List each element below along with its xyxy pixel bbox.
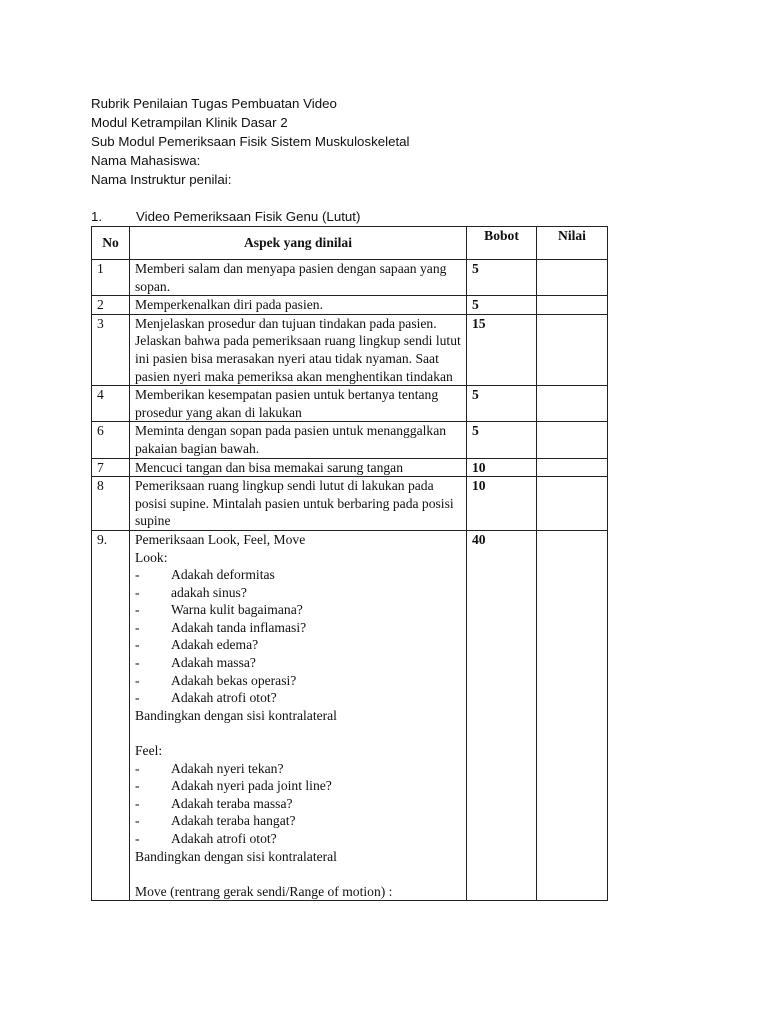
row-number: 6 xyxy=(92,422,130,458)
row-nilai xyxy=(537,260,608,296)
row-bobot: 5 xyxy=(467,422,537,458)
row-bobot: 10 xyxy=(467,458,537,477)
student-name-label: Nama Mahasiswa: xyxy=(91,153,201,168)
row-aspek: Memperkenalkan diri pada pasien. xyxy=(130,296,467,315)
row-aspek: Memberikan kesempatan pasien untuk bertanya tentang prosedur yang akan di lakukan xyxy=(130,386,467,422)
rubric-table xyxy=(91,226,608,901)
feel-item: - Adakah teraba hangat? xyxy=(135,813,296,829)
look-label: Look: xyxy=(135,549,168,565)
row-nilai xyxy=(537,386,608,422)
look-item: - adakah sinus? xyxy=(135,584,247,600)
table-header-row xyxy=(92,227,608,260)
section-number: 1. xyxy=(91,209,103,224)
row-aspek: Memberi salam dan menyapa pasien dengan sapaan yang sopan. xyxy=(130,260,467,296)
section-heading xyxy=(91,207,360,226)
header-aspek: Aspek yang dinilai xyxy=(130,227,467,260)
move-label: Move (rentrang gerak sendi/Range of motion) : xyxy=(135,883,393,899)
row-nilai xyxy=(537,530,608,900)
submodule-name: Sub Modul Pemeriksaan Fisik Sistem Muskuloskeletal xyxy=(91,134,410,149)
look-item: - Adakah edema? xyxy=(135,637,259,653)
header-bobot: Bobot xyxy=(467,227,537,260)
row-aspek-detail xyxy=(130,530,467,900)
row-bobot: 5 xyxy=(467,260,537,296)
section-title: Video Pemeriksaan Fisik Genu (Lutut) xyxy=(136,209,361,224)
table-row xyxy=(92,296,608,315)
row-nilai xyxy=(537,458,608,477)
table-row-look-feel-move xyxy=(92,530,608,900)
table-row xyxy=(92,260,608,296)
row-nilai xyxy=(537,296,608,315)
look-item: - Adakah atrofi otot? xyxy=(135,690,277,706)
row-number: 1 xyxy=(92,260,130,296)
document-header xyxy=(91,94,410,189)
lfm-intro: Pemeriksaan Look, Feel, Move xyxy=(135,531,306,547)
look-item: - Adakah massa? xyxy=(135,655,256,671)
row-bobot: 5 xyxy=(467,386,537,422)
feel-item: - Adakah nyeri pada joint line? xyxy=(135,778,332,794)
row-bobot: 10 xyxy=(467,477,537,531)
row-number: 4 xyxy=(92,386,130,422)
feel-item: - Adakah nyeri tekan? xyxy=(135,760,284,776)
row-aspek: Menjelaskan prosedur dan tujuan tindakan pada pasien. Jelaskan bahwa pada pemeriksaan ruang lingkup sendi lutut ini pasien bisa merasakan nyeri atau tidak nyaman. Saat pasien nyeri maka pemeriksa akan menghentikan tindakan xyxy=(130,314,467,385)
table-row xyxy=(92,386,608,422)
row-nilai xyxy=(537,314,608,385)
table-row xyxy=(92,458,608,477)
table-row xyxy=(92,477,608,531)
feel-item: - Adakah teraba massa? xyxy=(135,795,293,811)
look-item: - Adakah bekas operasi? xyxy=(135,672,297,688)
feel-compare: Bandingkan dengan sisi kontralateral xyxy=(135,848,337,864)
table-row xyxy=(92,422,608,458)
row-aspek: Mencuci tangan dan bisa memakai sarung tangan xyxy=(130,458,467,477)
feel-item: - Adakah atrofi otot? xyxy=(135,831,277,846)
row-bobot: 5 xyxy=(467,296,537,315)
look-item: - Warna kulit bagaimana? xyxy=(135,602,303,618)
row-number: 8 xyxy=(92,477,130,531)
rubric-title: Rubrik Penilaian Tugas Pembuatan Video xyxy=(91,96,337,111)
row-number: 9. xyxy=(92,530,130,900)
row-number: 2 xyxy=(92,296,130,315)
row-bobot: 40 xyxy=(467,530,537,900)
row-bobot: 15 xyxy=(467,314,537,385)
instructor-name-label: Nama Instruktur penilai: xyxy=(91,172,232,187)
row-aspek: Meminta dengan sopan pada pasien untuk menanggalkan pakaian bagian bawah. xyxy=(130,422,467,458)
module-name: Modul Ketrampilan Klinik Dasar 2 xyxy=(91,115,288,130)
table-row xyxy=(92,314,608,385)
look-item: - Adakah tanda inflamasi? xyxy=(135,619,307,635)
row-nilai xyxy=(537,422,608,458)
look-compare: Bandingkan dengan sisi kontralateral xyxy=(135,707,337,723)
row-number: 3 xyxy=(92,314,130,385)
row-nilai xyxy=(537,477,608,531)
header-nilai: Nilai xyxy=(537,227,608,260)
feel-label: Feel: xyxy=(135,743,163,759)
row-number: 7 xyxy=(92,458,130,477)
header-no: No xyxy=(92,227,130,260)
look-item: - Adakah deformitas xyxy=(135,567,275,583)
row-aspek: Pemeriksaan ruang lingkup sendi lutut di lakukan pada posisi supine. Mintalah pasien untuk berbaring pada posisi supine xyxy=(130,477,467,531)
